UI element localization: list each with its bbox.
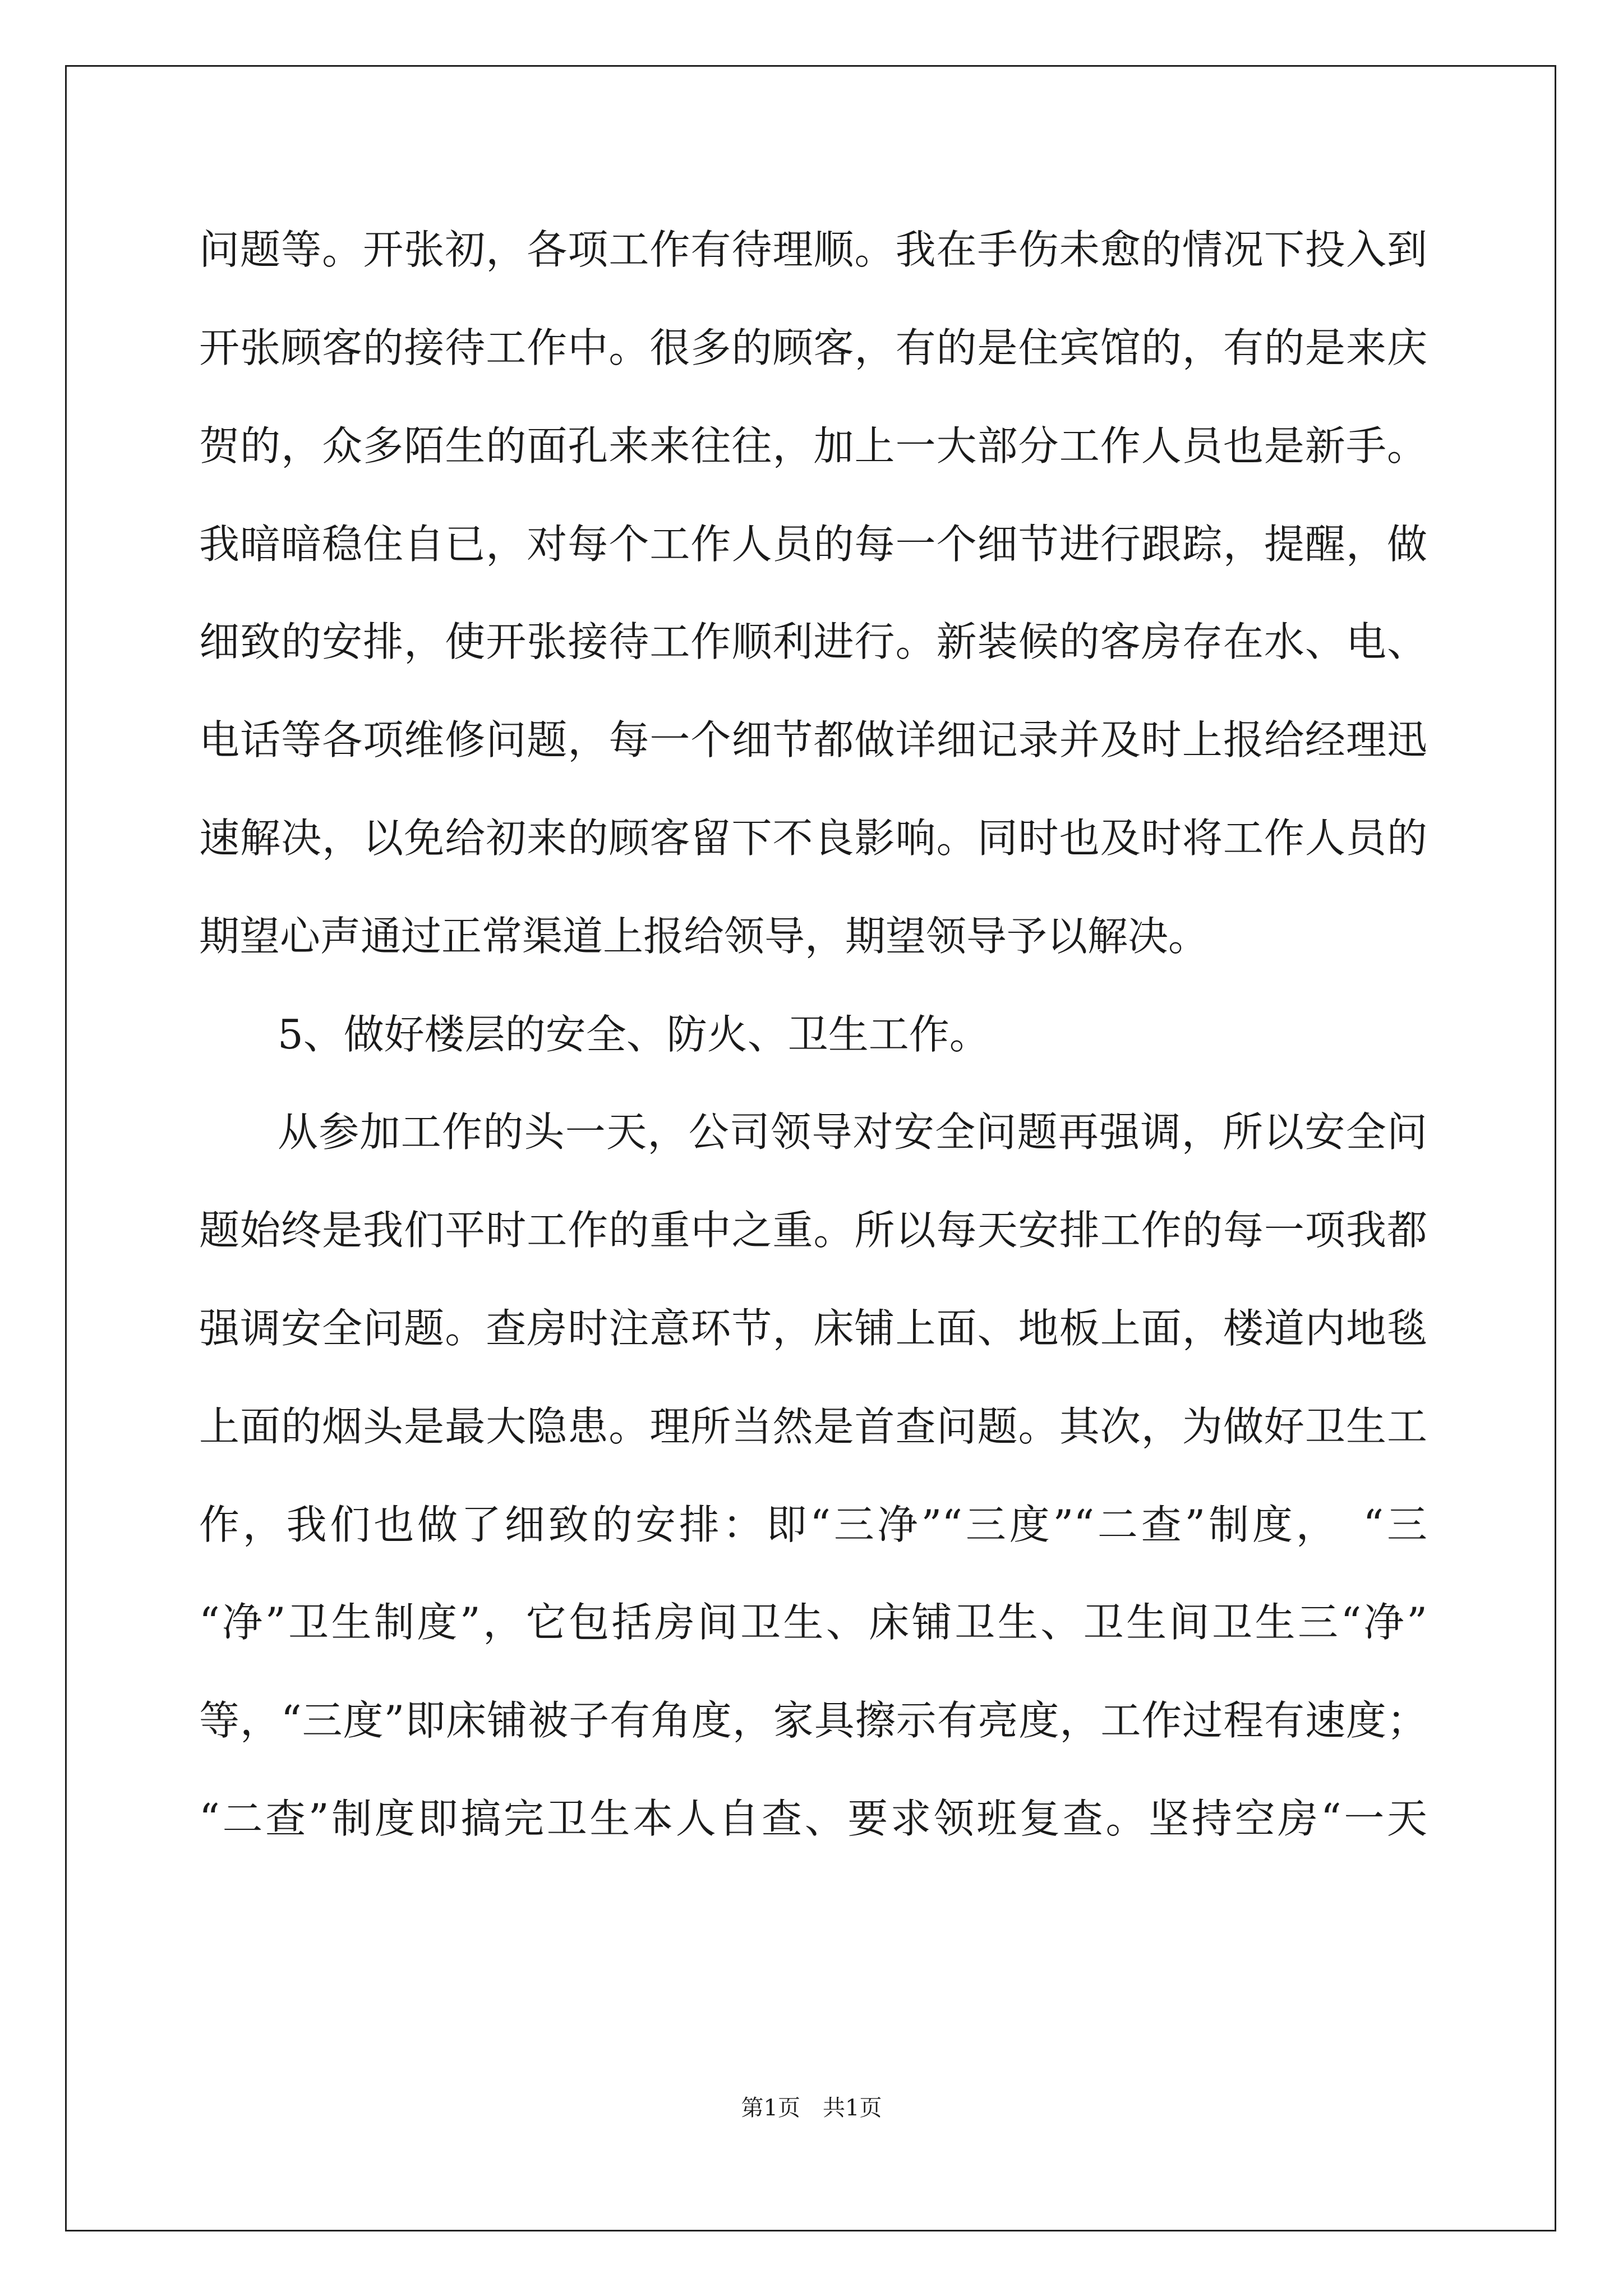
- body-line-10: 从参加工作的头一天，公司领导对安全问题再强调，所以安全问: [278, 1108, 1427, 1156]
- body-line-5: 细致的安排，使开张接待工作顺利进行。新装候的客房存在水、电、: [199, 618, 1427, 665]
- body-line-7: 速解决，以免给初来的顾客留下不良影响。同时也及时将工作人员的: [199, 815, 1427, 862]
- body-line-17: “二查”制度即搞完卫生本人自查、要求领班复查。坚持空房“一天: [199, 1795, 1427, 1842]
- body-line-12: 强调安全问题。查房时注意环节，床铺上面、地板上面，楼道内地毯: [199, 1305, 1427, 1352]
- body-line-16: 等，“三度”即床铺被子有角度，家具擦示有亮度，工作过程有速度；: [199, 1697, 1427, 1744]
- body-line-2: 开张顾客的接待工作中。很多的顾客，有的是住宾馆的，有的是来庆: [199, 324, 1427, 371]
- section-heading: 5、做好楼层的安全、防火、卫生工作。: [278, 1011, 990, 1058]
- body-line-1: 问题等。开张初，各项工作有待理顺。我在手伤未愈的情况下投入到: [199, 226, 1427, 273]
- page-footer: 第1页 共1页: [741, 2095, 882, 2121]
- body-line-14: 作，我们也做了细致的安排：即“三净”“三度”“二查”制度， “三: [199, 1501, 1427, 1548]
- body-line-3: 贺的，众多陌生的面孔来来往往，加上一大部分工作人员也是新手。: [199, 422, 1427, 470]
- body-line-15: “净”卫生制度”，它包括房间卫生、床铺卫生、卫生间卫生三“净”: [199, 1599, 1427, 1646]
- body-line-13: 上面的烟头是最大隐患。理所当然是首查问题。其次，为做好卫生工: [199, 1403, 1427, 1450]
- body-line-6: 电话等各项维修问题，每一个细节都做详细记录并及时上报给经理迅: [199, 716, 1427, 763]
- body-line-4: 我暗暗稳住自已，对每个工作人员的每一个细节进行跟踪，提醒，做: [199, 521, 1427, 568]
- body-line-8: 期望心声通过正常渠道上报给领导，期望领导予以解决。: [199, 913, 1209, 960]
- body-line-11: 题始终是我们平时工作的重中之重。所以每天安排工作的每一项我都: [199, 1207, 1427, 1254]
